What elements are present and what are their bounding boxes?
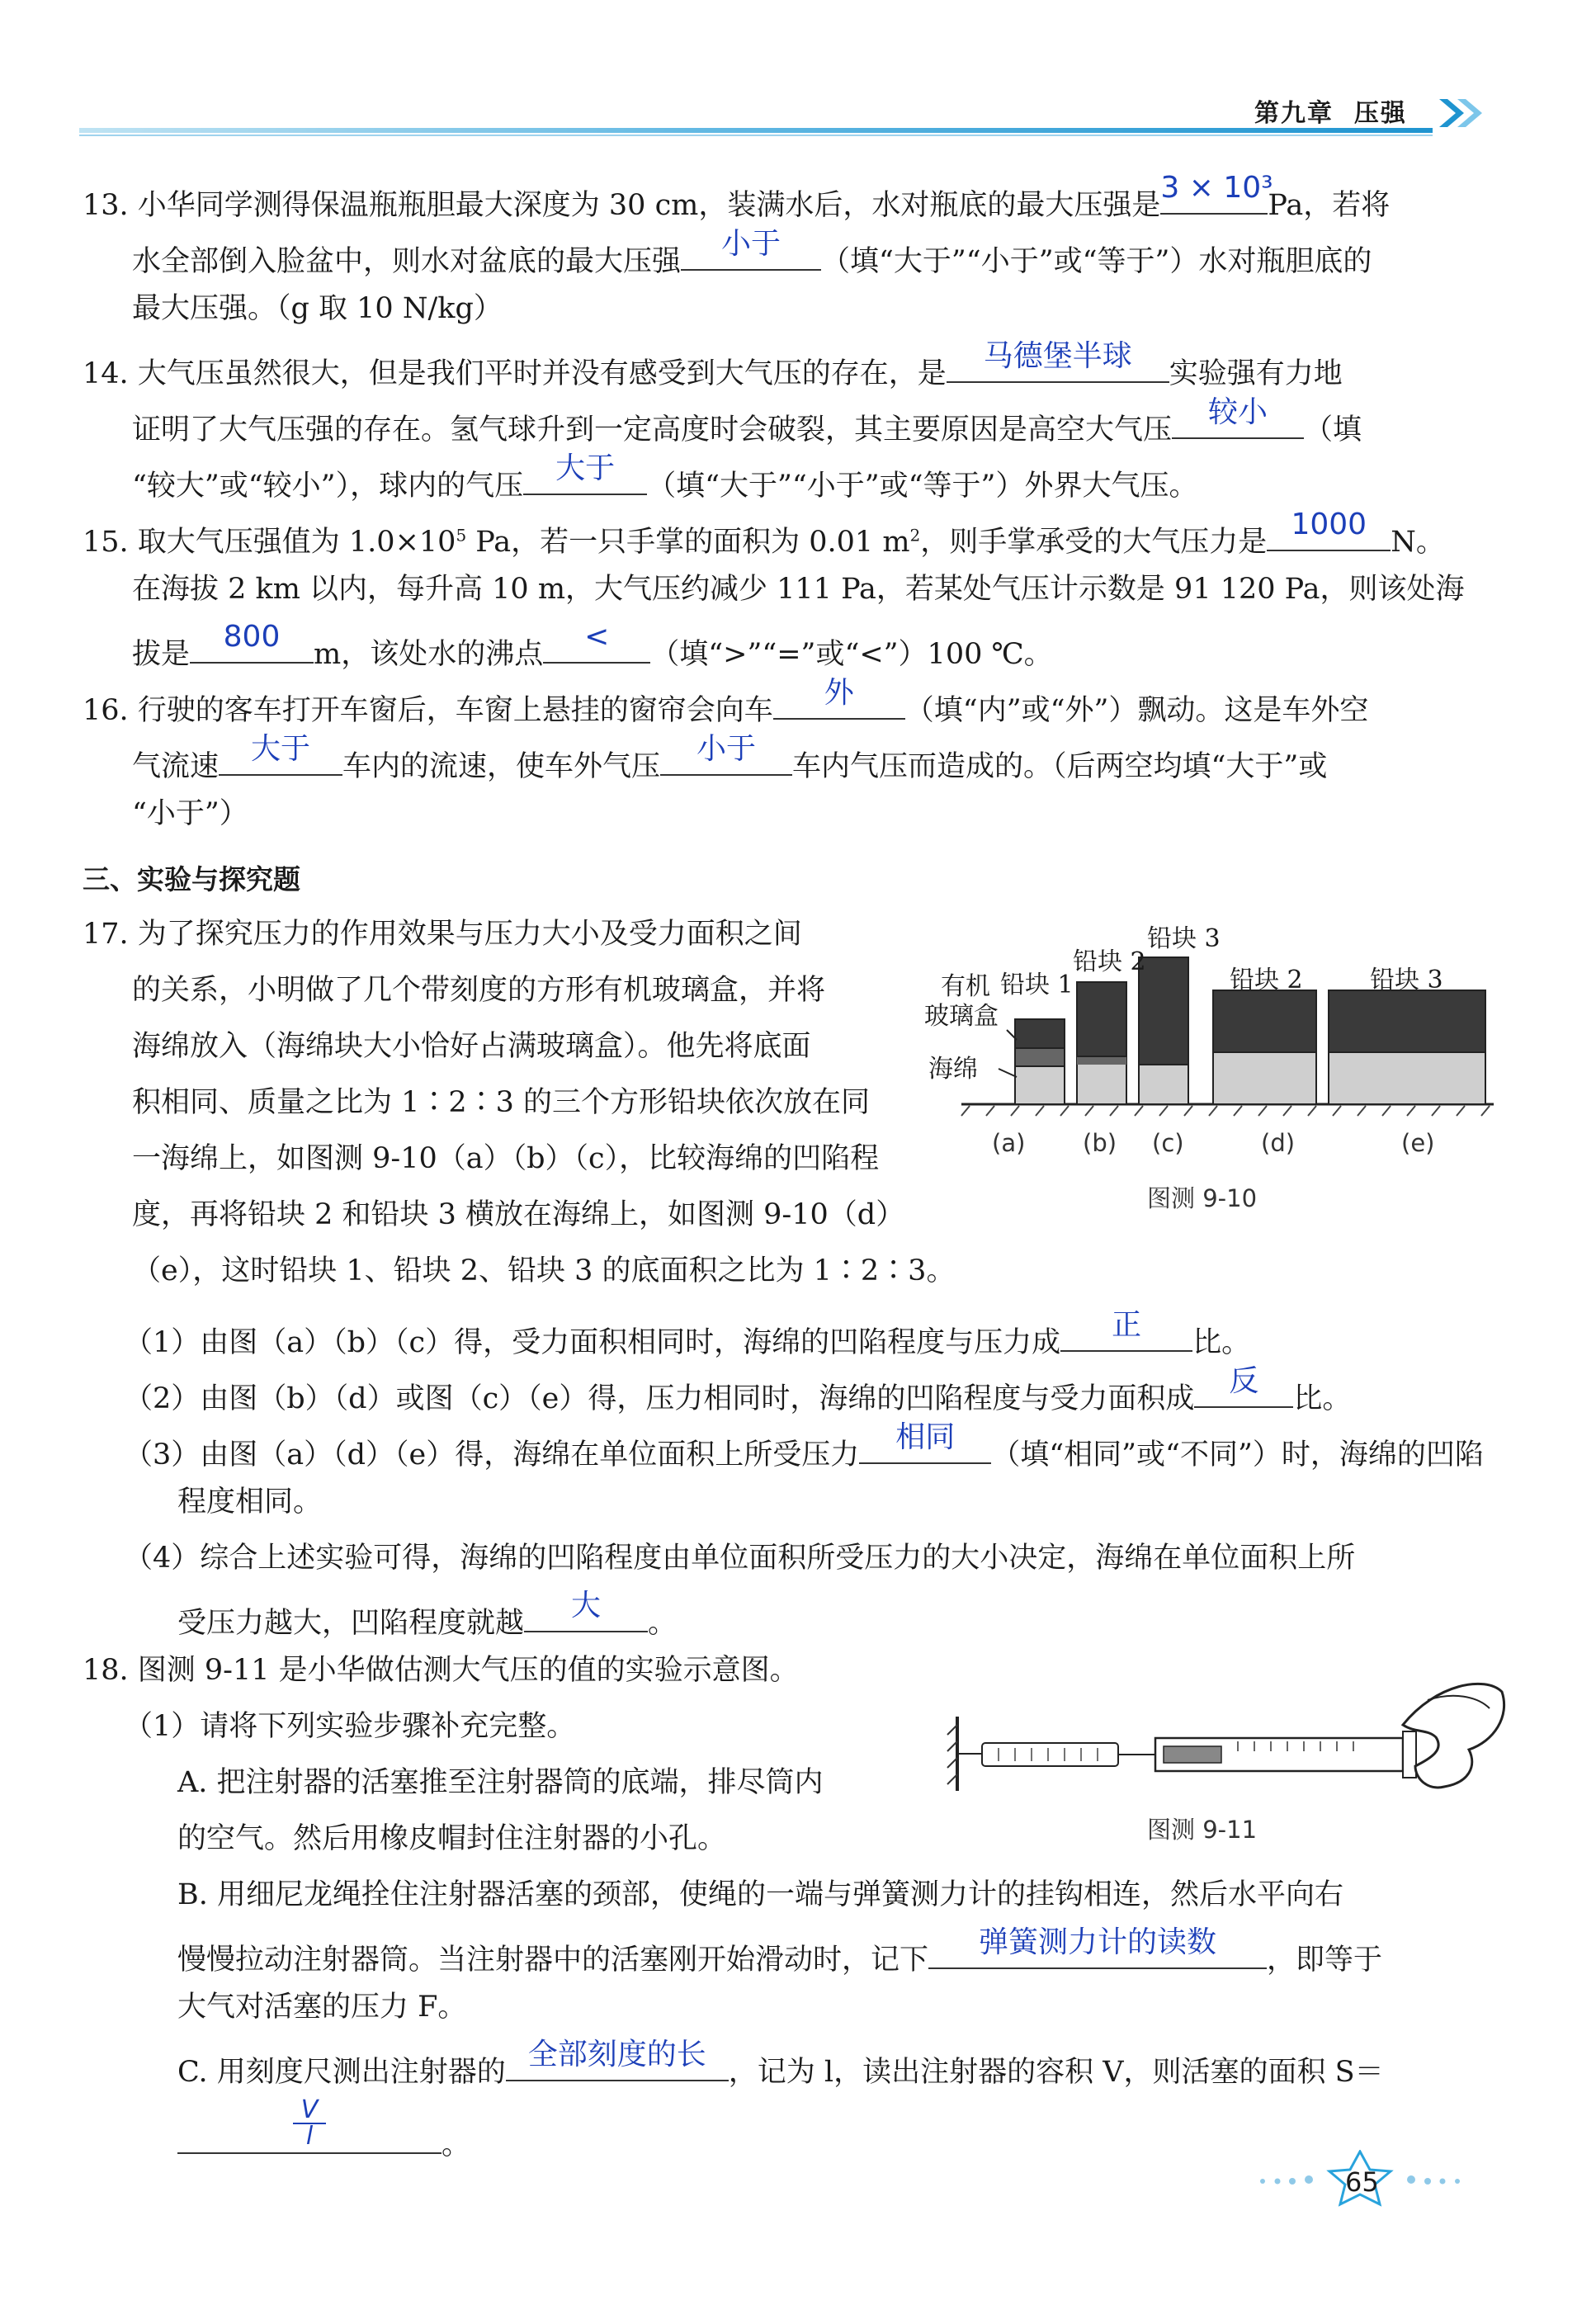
panel-b: (b): [1083, 1129, 1117, 1157]
header-rule: [79, 128, 1433, 133]
q14-blank1[interactable]: 马德堡半球: [947, 345, 1169, 383]
q18-B1: B. 用细尼龙绳拴住注射器活塞的颈部，使绳的一端与弹簧测力计的挂钩相连，然后水平向右: [177, 1878, 1343, 1911]
q16-blank2[interactable]: 大于: [219, 738, 342, 776]
q17-sub1: （1）由图（a）（b）（c）得，受力面积相同时，海绵的凹陷程度与压力成 正 比。: [124, 1308, 1251, 1359]
fig-label-youji: 有机: [941, 972, 990, 1001]
q17-line4: 积相同、质量之比为 1∶2∶3 的三个方形铅块依次放在同: [132, 1086, 871, 1119]
q18-line1: 18. 图测 9-11 是小华做估测大气压的值的实验示意图。: [83, 1654, 799, 1687]
fig-label-block2-d: 铅块 2: [1230, 966, 1303, 994]
q18-C1: C. 用刻度尺测出注射器的 全部刻度的长 ，记为 l，读出注射器的容积 V，则活塞的面积 S＝: [177, 2038, 1384, 2089]
q14-blank3[interactable]: 大于: [523, 457, 647, 495]
q17-blank2[interactable]: 反: [1194, 1370, 1293, 1408]
q17-line7: （e），这时铅块 1、铅块 2、铅块 3 的底面积之比为 1∶2∶3。: [132, 1254, 956, 1287]
q15-blank1[interactable]: 1000: [1267, 513, 1391, 551]
panel-e: (e): [1401, 1129, 1435, 1157]
header-rule-thin: [79, 135, 1433, 136]
fig-label-boliheh: 玻璃盒: [924, 1002, 999, 1031]
q15-line2: 在海拔 2 km 以内，每升高 10 m，大气压约减少 111 Pa，若某处气压计示数是 91 120 Pa，则该处海: [132, 573, 1465, 606]
q17-sub3: （3）由图（a）（d）（e）得，海绵在单位面积上所受压力 相同 （填“相同”或“不同”）时，海绵的凹陷: [124, 1420, 1484, 1471]
q17-sub4-cont: 受压力越大，凹陷程度就越 大 。: [177, 1589, 678, 1640]
q16-blank1[interactable]: 外: [773, 682, 905, 720]
q18-C2: $\frac{V}{l}$ 。: [177, 2106, 470, 2165]
fig-label-haimian: 海绵: [928, 1055, 978, 1084]
panel-c: (c): [1152, 1129, 1184, 1157]
q13-blank2[interactable]: 小于: [681, 233, 821, 271]
q16-line2: 气流速 大于 车内的流速，使车外气压 小于 车内气压而造成的。（后两空均填“大于”或: [132, 732, 1328, 783]
figure-9-10-caption: 图测 9-10: [1147, 1184, 1258, 1212]
q18-A2: 的空气。然后用橡皮帽封住注射器的小孔。: [177, 1822, 727, 1855]
figure-9-11: [941, 1667, 1510, 1807]
q14-blank2[interactable]: 较小: [1172, 401, 1304, 439]
q17-line1: 17. 为了探究压力的作用效果与压力大小及受力面积之间: [83, 918, 802, 951]
q16-line1: 16. 行驶的客车打开车窗后，车窗上悬挂的窗帘会向车 外 （填“内”或“外”）飘动。这是车外空: [83, 676, 1369, 727]
q18-sub1: （1）请将下列实验步骤补充完整。: [124, 1710, 576, 1743]
q17-line6: 度，再将铅块 2 和铅块 3 横放在海绵上，如图测 9-10（d）: [132, 1198, 905, 1231]
figure-9-11-caption: 图测 9-11: [1147, 1816, 1258, 1844]
panel-d: (d): [1261, 1129, 1296, 1157]
q15-blank2[interactable]: 800: [190, 626, 314, 664]
fig-label-block3: 铅块 3: [1147, 924, 1221, 953]
q16-line3: “小于”）: [132, 797, 248, 830]
panel-a: (a): [992, 1129, 1026, 1157]
q18-blank-C1[interactable]: 全部刻度的长: [506, 2043, 729, 2081]
q17-sub4: （4）综合上述实验可得，海绵的凹陷程度由单位面积所受压力的大小决定，海绵在单位面积上所: [124, 1542, 1356, 1575]
chapter-title: 第九章 压强: [1254, 99, 1407, 128]
q17-blank3[interactable]: 相同: [859, 1426, 991, 1464]
q13-blank1[interactable]: 3 × 10³: [1160, 177, 1268, 215]
fig-label-block1: 铅块 1: [1000, 971, 1074, 999]
q17-sub2: （2）由图（b）（d）或图（c）（e）得，压力相同时，海绵的凹陷程度与受力面积成 反 比。: [124, 1364, 1352, 1415]
q14-line3: “较大”或“较小”），球内的气压 大于 （填“大于”“小于”或“等于”）外界大气压。: [132, 451, 1198, 503]
q18-blank-B[interactable]: 弹簧测力计的读数: [928, 1931, 1267, 1969]
q13-line3: 最大压强。（g 取 10 N/kg）: [132, 292, 503, 325]
q15-line1: 15. 取大气压强值为 $1.0\times 10^5$ Pa，若一只手掌的面积为 0.01 $m^2$，则手掌承受的大气压力是 1000 N。: [83, 508, 1445, 559]
q17-line2: 的关系，小明做了几个带刻度的方形有机玻璃盒，并将: [132, 974, 826, 1007]
q17-blank4[interactable]: 大: [524, 1594, 648, 1632]
fraction-denominator: l: [305, 2122, 314, 2151]
q15-line3: 拔是 800 m，该处水的沸点 < （填“>”“=”或“<”）100 ℃。: [132, 620, 1053, 671]
page-number: 65: [1345, 2166, 1379, 2198]
q16-blank3[interactable]: 小于: [660, 738, 792, 776]
q17-line3: 海绵放入（海绵块大小恰好占满玻璃盒）。他先将底面: [132, 1030, 811, 1063]
q13-line2: 水全部倒入脸盆中，则水对盆底的最大压强 小于 （填“大于”“小于”或“等于”）水对瓶胆底的: [132, 227, 1372, 278]
q14-line2: 证明了大气压强的存在。氢气球升到一定高度时会破裂，其主要原因是高空大气压 较小 （填: [132, 395, 1362, 446]
q14-line1: 14. 大气压虽然很大，但是我们平时并没有感受到大气压的存在，是 马德堡半球 实验强有力地: [83, 339, 1343, 390]
section-heading: 三、实验与探究题: [83, 863, 300, 895]
q17-sub3-cont: 程度相同。: [177, 1486, 323, 1519]
q18-A1: A. 把注射器的活塞推至注射器筒的底端，排尽筒内: [177, 1766, 824, 1799]
fig-label-block3-e: 铅块 3: [1370, 966, 1443, 994]
q18-B3: 大气对活塞的压力 F。: [177, 1991, 467, 2024]
q15-blank3[interactable]: <: [543, 626, 650, 664]
q17-blank1[interactable]: 正: [1060, 1314, 1192, 1352]
q18-B2: 慢慢拉动注射器筒。当注射器中的活塞刚开始滑动时，记下 弹簧测力计的读数 ，即等于: [177, 1925, 1383, 1977]
q13-line1: 13. 小华同学测得保温瓶瓶胆最大深度为 30 cm，装满水后，水对瓶底的最大压强是 3 × 10³ Pa，若将: [83, 171, 1391, 222]
q18-blank-C2[interactable]: [177, 2095, 441, 2154]
fig-label-block2: 铅块 2: [1073, 947, 1146, 976]
chevron-right-icon: [1436, 92, 1494, 134]
q17-line5: 一海绵上，如图测 9-10（a）（b）（c），比较海绵的凹陷程: [132, 1142, 880, 1175]
fraction-numerator: V: [293, 2098, 326, 2124]
